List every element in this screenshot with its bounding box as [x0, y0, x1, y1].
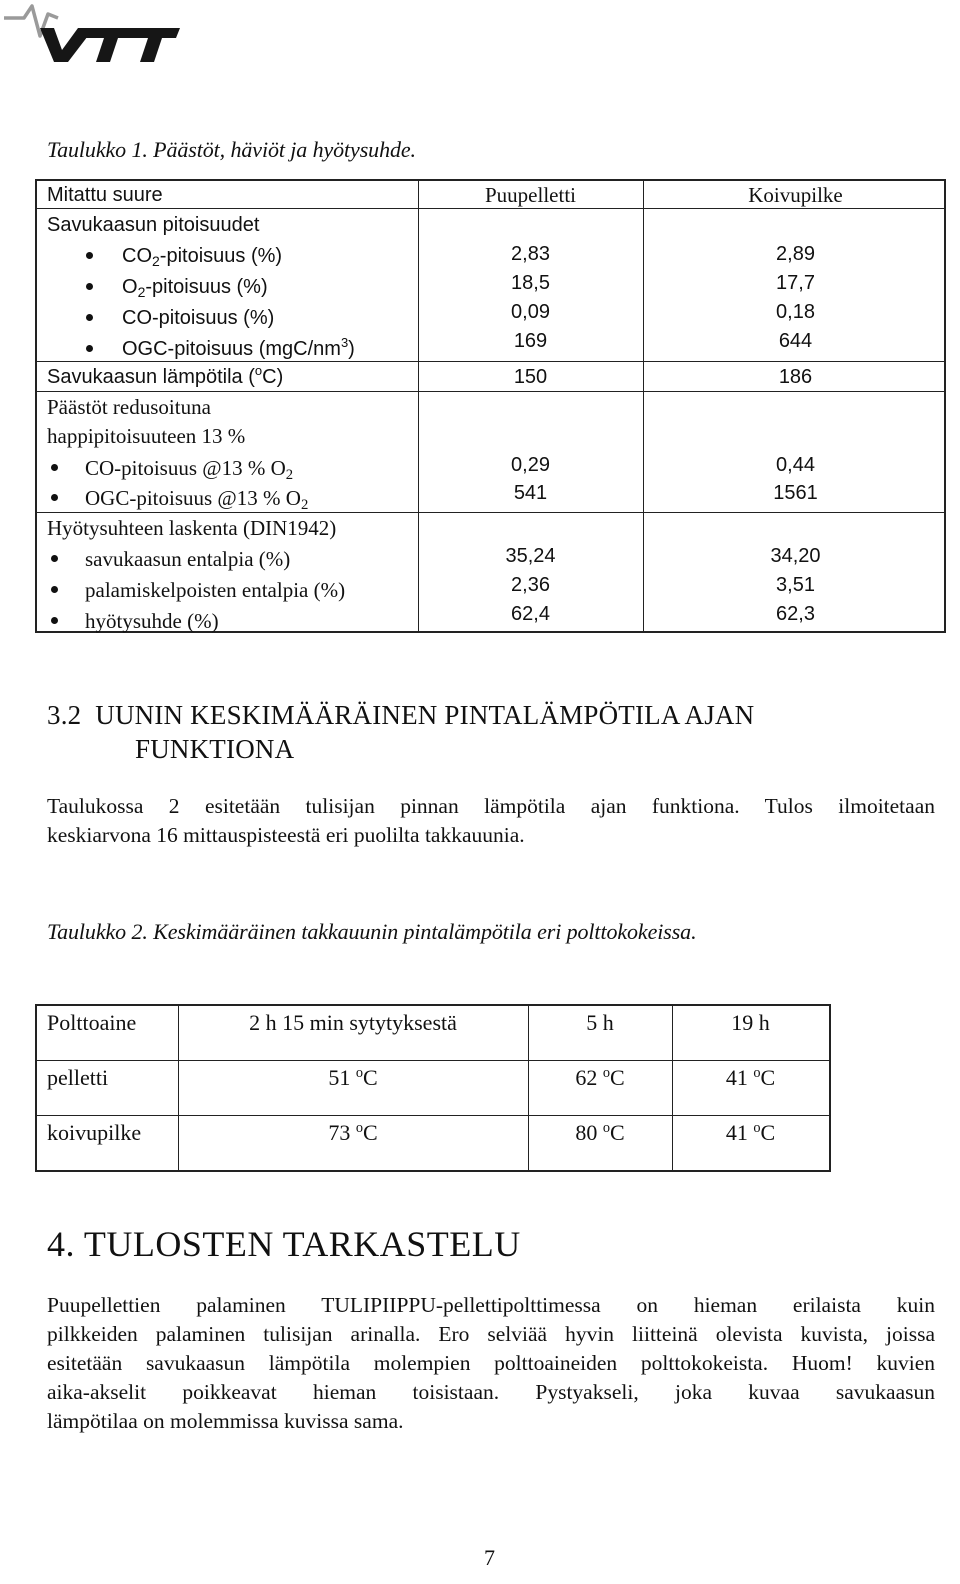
vtt-logo: [2, 0, 182, 66]
hyotysuhde-puupelletti: 62,4: [511, 603, 550, 625]
entalpia-label: savukaasun entalpia (%): [85, 547, 291, 571]
hyotysuhde-label: hyötysuhde (%): [85, 609, 219, 633]
table2-caption: Taulukko 2. Keskimääräinen takkauunin pintalämpötila eri polttokokeissa.: [47, 919, 697, 944]
t2-koivupilke-v3: 41 $^o$C: [725, 1120, 776, 1145]
section32-heading-line1: 3.2 UUNIN KESKIMÄÄRÄINEN PINTALÄMPÖTILA AJAN: [47, 700, 755, 730]
bullet: [86, 345, 93, 352]
t2-pelletti-v2: 62 $^o$C: [575, 1065, 625, 1090]
ogc-label: OGC-pitoisuus $(mgC/nm^3)$: [122, 335, 355, 360]
palamiskelpoisten-puupelletti: 2,36: [511, 574, 550, 596]
group1-title: Savukaasun pitoisuudet: [47, 214, 260, 236]
o2-puupelletti: 18,5: [511, 272, 550, 294]
co2-puupelletti: 2,83: [511, 243, 550, 265]
palamiskelpoisten-label: palamiskelpoisten entalpia (%): [85, 578, 346, 602]
bullet: [51, 617, 58, 624]
co-13-puupelletti: 0,29: [511, 454, 550, 476]
temp-koivupilke: 186: [778, 366, 813, 388]
section32-heading-line2: FUNKTIONA: [135, 734, 295, 764]
group2-title-line1: Päästöt redusoituna: [47, 395, 211, 419]
group2-title-line2: happipitoisuuteen 13 %: [47, 424, 246, 448]
co-13-label: CO-pitoisuus @13 % $O_2$: [85, 456, 294, 483]
temp-puupelletti: 150: [513, 366, 548, 388]
o2-label: $O_2$-pitoisuus (%): [122, 276, 268, 300]
t2-koivupilke-v1: 73 $^o$C: [328, 1120, 378, 1145]
co-label: CO-pitoisuus (%): [122, 307, 275, 329]
co-koivupilke: 0,18: [776, 301, 815, 323]
ogc-13-koivupilke: 1561: [773, 482, 818, 504]
bullet: [51, 555, 58, 562]
entalpia-koivupilke: 34,20: [770, 545, 821, 567]
table1-caption: Taulukko 1. Päästöt, häviöt ja hyötysuhde.: [47, 137, 416, 162]
table1: [35, 179, 946, 633]
ogc-13-puupelletti: 541: [513, 482, 548, 504]
bullet: [51, 586, 58, 593]
t2-pelletti-v1: 51 $^o$C: [328, 1065, 378, 1090]
t2-koivupilke-v2: 80 $^o$C: [575, 1120, 625, 1145]
co2-label: $CO_2$-pitoisuus (%): [122, 245, 283, 269]
group3-title: Hyötysuhteen laskenta (DIN1942): [47, 516, 337, 540]
t2-header-215: 2 h 15 min sytytyksestä: [249, 1010, 457, 1035]
ogc-koivupilke: 644: [778, 330, 813, 352]
t2-pelletti-v3: 41 $^o$C: [725, 1065, 776, 1090]
co2-koivupilke: 2,89: [776, 243, 815, 265]
t2-fuel-pelletti: pelletti: [47, 1065, 109, 1090]
page-number: 7: [484, 1545, 495, 1570]
t2-header-19h: 19 h: [731, 1010, 770, 1035]
entalpia-puupelletti: 35,24: [505, 545, 556, 567]
section4-paragraph: Puupellettien palaminen TULIPIIPPU-pellettipolttimessa on hieman erilaista kuin pilkkeiden palaminen tulisijan arinalla. Ero selviää hyvin liitteinä olevista kuvista, joissa esitetään savukaasun lämpötila molempien polttoaineiden polttokokeista. Huom! kuvien aika-akselit poikkeavat hieman toisistaan. Pystyakseli, joka kuvaa savukaasun lämpötilaa on molemmissa kuvissa sama.: [47, 1293, 935, 1433]
t2-header-polttoaine: Polttoaine: [47, 1010, 137, 1035]
co-puupelletti: 0,09: [511, 301, 550, 323]
logo-letters-icon: [40, 28, 180, 62]
co-13-koivupilke: 0,44: [776, 454, 815, 476]
t2-header-5h: 5 h: [586, 1010, 614, 1035]
bullet: [86, 283, 93, 290]
bullet: [86, 252, 93, 259]
section4-heading: 4. TULOSTEN TARKASTELU: [47, 1224, 521, 1264]
header-koivupilke: Koivupilke: [748, 183, 843, 207]
section32-paragraph: Taulukossa 2 esitetään tulisijan pinnan lämpötila ajan funktiona. Tulos ilmoitetaan keskiarvona 16 mittauspisteestä eri puolilta takkauunia.: [47, 794, 935, 847]
bullet: [86, 314, 93, 321]
table2: [35, 1004, 831, 1172]
ogc-puupelletti: 169: [513, 330, 548, 352]
header-puupelletti: Puupelletti: [485, 183, 576, 207]
bullet: [51, 464, 58, 471]
bullet: [51, 494, 58, 501]
o2-koivupilke: 17,7: [776, 272, 815, 294]
t2-fuel-koivupilke: koivupilke: [47, 1120, 142, 1145]
temp-label: Savukaasun lämpötila ($^o$C): [47, 363, 284, 388]
palamiskelpoisten-koivupilke: 3,51: [776, 574, 815, 596]
hyotysuhde-koivupilke: 62,3: [776, 603, 815, 625]
ogc-13-label: OGC-pitoisuus @13 % $O_2$: [85, 486, 309, 513]
header-mitattu-suure: Mitattu suure: [47, 184, 163, 206]
